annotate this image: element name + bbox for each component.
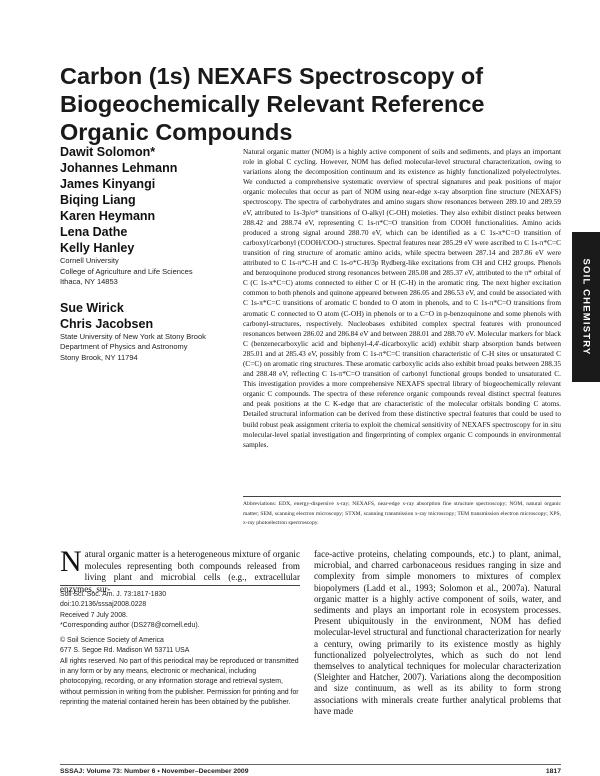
- abstract: Natural organic matter (NOM) is a highly active component of soils and sediments, and plays an important role in global C cycling. However, NOM has defied molecular-level structural characterization, owing to variations along the decomposition continuum and its existence as highly functionalized polyelectrolytes. We conducted a comprehensive systematic overview of spectral signatures and peak positions of major organic molecules that occur as part of NOM using near-edge x-ray absorption fine structure (NEXAFS) spectroscopy. The spectra of carbohydrates and amino sugars show resonances between 289.10 and 289.59 eV, attributed to 1s-3p/σ* transitions of O-alkyl (C-OH) moieties. They also exhibit distinct peaks between 288.42 and 288.74 eV, representing C 1s-π*C=O transition from COOH functionalities. Amino acids produced a strong signal around 288.70 eV, which can be identified as a C 1s-π*C=O transition of carboxyl/carbonyl (COOH/COO-) structures. Spectral features near 285.29 eV were ascribed to C 1s-π*C=C transition of ring structure of aromatic amino acids, while spectra between 287.14 and 287.86 eV were attributed to C 1s-π*C-H and C 1s-σ*C-H/3p Rydberg-like excitations from CH and CH2 groups. Phenols and benzoquinone produced strong resonances between 285.08 and 285.37 eV, attributed to the π* orbital of C (C 1s-π*C=C) atoms connected to either C or H (C-H) in the aromatic ring. The next higher excitation common to both phenols and quinone appeared between 286.05 and 286.53 eV, and could be associated with C 1s-π*C=C transitions of aromatic C bonded to O atom in phenols, and to C 1s-π*C=O transitions from aromatic C connected to O atom (C-OH) in phenols or to a C=O in p-benzoquinone and some phenols with carbonyl-structures, respectively. Nucleobases exhibited complex spectral features with pronounced resonances between 286.02 and 286.84 eV and between 288.01 and 288.70 eV. Molecular markers for black C (benzenecarboxylic acid and biphenyl-4,4'-dicarboxylic acid) exhibit sharp absorption bands between 285.01 and at 285.43 eV, possibly from C 1s-π*C=C transition characteristic of C-H sites or unsaturated C (C=C) on aromatic ring structures. These aromatic carboxylic acids also exhibit broad peaks between 288.35 and 288.48 eV, reflecting C 1s-π*C=O transition of carbonyl functional groups bonded to unsaturated C. This investigation provides a more comprehensive NEXAFS spectral library of biogeochemically relevant organic C compounds. The spectra of these reference organic compounds reveal distinct spectral features and peak positions at the C K-edge that are characteristic of the molecular orbitals bonding C atoms. Detailed structural information can be derived from these distinctive spectral features that could be used to build robust peak assignment criteria to exploit the chemical sensitivity of NEXAFS spectroscopy for in situ molecular-level spatial investigation and fingerprinting of complex organic C compounds in environmental samples.: [243, 147, 561, 449]
- author-name: Kelly Hanley: [60, 241, 135, 255]
- body-intro-left: [60, 545, 300, 595]
- affiliation-line: Cornell University: [60, 256, 119, 265]
- author-name: James Kinyangi: [60, 177, 156, 191]
- author-name: Johannes Lehmann: [60, 161, 178, 175]
- rights-statement: All rights reserved. No part of this periodical may be reproduced or transmitted in any form or by any means, electronic or mechanical, including photocopying, recording, or any information storage and retrieval system, without permission in writing from the publisher. Permission for printing and for reprinting the material contained herein has been obtained by the publisher.: [60, 657, 299, 706]
- author-name: Biqing Liang: [60, 193, 136, 207]
- citation-line: Soil Sci. Soc. Am. J. 73:1817-1830: [60, 591, 167, 598]
- article-title: Carbon (1s) NEXAFS Spectroscopy of Biogeochemically Relevant Reference Organic Compounds: [60, 63, 485, 145]
- footnotes: [60, 590, 300, 708]
- page-number: 1817: [545, 768, 561, 775]
- affiliation-line: Stony Brook, NY 11794: [60, 352, 138, 362]
- author-name: Lena Dathe: [60, 225, 128, 239]
- section-tab: [572, 232, 600, 382]
- abbreviations-divider: [243, 496, 561, 497]
- author-name: Dawit Solomon*: [60, 145, 156, 159]
- author-group-2: [60, 300, 240, 364]
- drop-cap: N: [60, 545, 82, 578]
- body-intro-right: face-active proteins, chelating compounds, etc.) to plant, animal, microbial, and charred carbonaceous residues ranging in size and complexity from simple monomers to mixtures of complex biopolymers (Ladd et al., 1993; Solomon et al., 2007a). Natural organic matter is a highly active component of soils, water, and sediments and plays an important role in ecosystem processes. Present ubiquitously in the environment, NOM has defied molecular-level structural and functional characterization for nearly a century, owing primarily to its existence mostly as highly functionalized polyelectrolytes, which as such do not lend themselves to analytical techniques for molecular characterization (Sleighter and Hatcher, 2007). Variations along the decomposition and size continuum, as well as its ability to form strong associations with minerals create further analytical problems that have made: [314, 549, 561, 716]
- affiliation-line: State University of New York at Stony Brook: [60, 331, 206, 341]
- journal-footer: SSSAJ: Volume 73: Number 6 • November–December 2009: [60, 768, 249, 775]
- author-block: [60, 144, 240, 375]
- copyright-line: © Soil Science Society of America: [60, 637, 164, 645]
- section-tab-label: SOIL CHEMISTRY: [580, 258, 592, 356]
- abbreviations: Abbreviations: EDX, energy-dispersive x-ray; NEXAFS, near-edge x-ray absorption fine structure spectroscopy; NOM, natural organic matter; SEM, scanning electron microscopy; STXM, scanning transmission x-ray microscopy; TEM transmission electron microscopy; XPS, x-ray photoelectron spectroscopy.: [243, 501, 561, 526]
- body-intro-text: atural organic matter is a heterogeneous mixture of organic molecules representing both compounds released from living plant and microbial cells (e.g., extracellular enzymes, sur-: [60, 549, 300, 594]
- received-line: Received 7 July 2008.: [60, 611, 128, 619]
- author-name: Sue Wirick: [60, 300, 124, 315]
- doi-line: doi:10.2136/sssaj2008.0228: [60, 601, 147, 609]
- footer-divider: [60, 764, 561, 765]
- footnote-divider: [60, 585, 300, 586]
- author-name: Chris Jacobsen: [60, 316, 154, 331]
- affiliation-line: Department of Physics and Astronomy: [60, 342, 188, 351]
- affiliation-line: College of Agriculture and Life Sciences: [60, 266, 193, 276]
- affiliation-line: Ithaca, NY 14853: [60, 277, 118, 286]
- author-group-1: [60, 144, 240, 288]
- author-name: Karen Heymann: [60, 209, 156, 223]
- address-line: 677 S. Segoe Rd. Madison WI 53711 USA: [60, 647, 190, 655]
- corresponding-author-line: *Corresponding author (DS278@cornell.edu).: [60, 621, 200, 629]
